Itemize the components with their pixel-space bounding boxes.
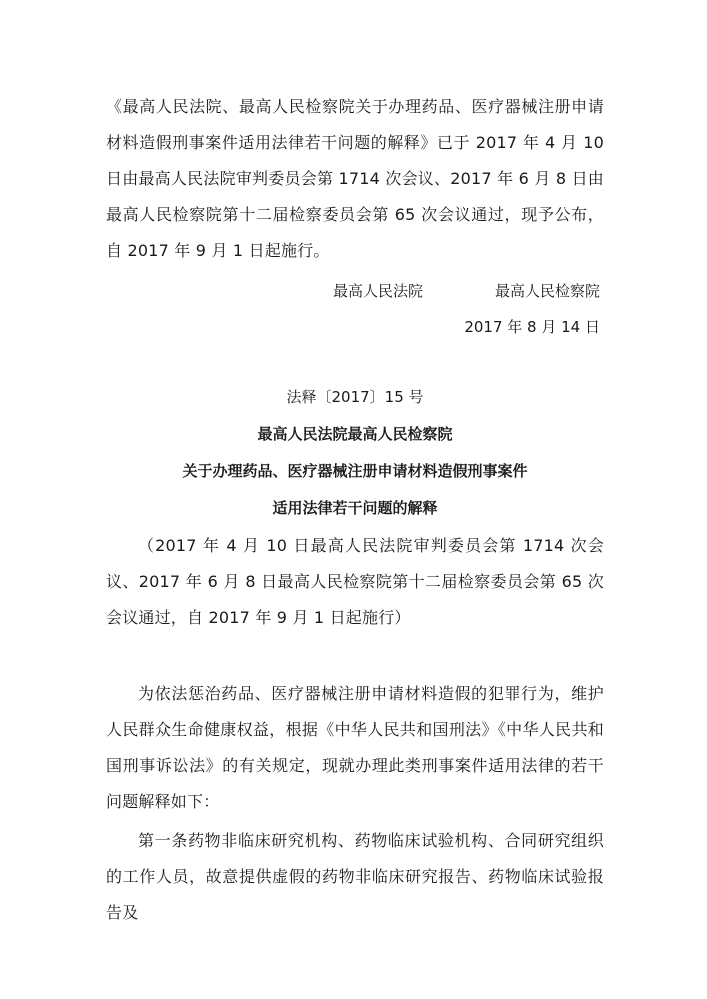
article-1-paragraph: 第一条药物非临床研究机构、药物临床试验机构、合同研究组织的工作人员，故意提供虚假的药物非临床研究报告、药物临床试验报告及 [106, 831, 604, 922]
preamble-paragraph: 为依法惩治药品、医疗器械注册申请材料造假的犯罪行为，维护人民群众生命健康权益，根据《中华人民共和国刑法》《中华人民共和国刑事诉讼法》的有关规定，现就办理此类刑事案件适用法律的若干问题解释如下： [106, 684, 604, 811]
document-number: 法释〔2017〕15 号 [286, 388, 424, 406]
title-line-3: 适用法律若干问题的解释 [272, 499, 438, 517]
signatory-row [106, 280, 600, 302]
signing-date: 2017 年 8 月 14 日 [464, 318, 600, 336]
signatory-court: 最高人民法院 [332, 282, 423, 300]
adoption-note: （2017 年 4 月 10 日最高人民法院审判委员会第 1714 次会议、2017 年 6 月 8 日最高人民检察院第十二届检察委员会第 65 次会议通过，自 2017 年 9 月 1 日起施行） [106, 536, 604, 627]
title-line-1: 最高人民法院最高人民检察院 [257, 425, 453, 443]
signatory-procuratorate: 最高人民检察院 [494, 282, 600, 300]
title-line-2: 关于办理药品、医疗器械注册申请材料造假刑事案件 [182, 462, 528, 480]
announcement-paragraph: 《最高人民法院、最高人民检察院关于办理药品、医疗器械注册申请材料造假刑事案件适用法律若干问题的解释》已于 2017 年 4 月 10 日由最高人民法院审判委员会第 1714 次会议、2017 年 6 月 8 日由最高人民检察院第十二届检察委员会第 65 次会议通过，现予公布，自 2017 年 9 月 1 日起施行。 [106, 97, 604, 260]
